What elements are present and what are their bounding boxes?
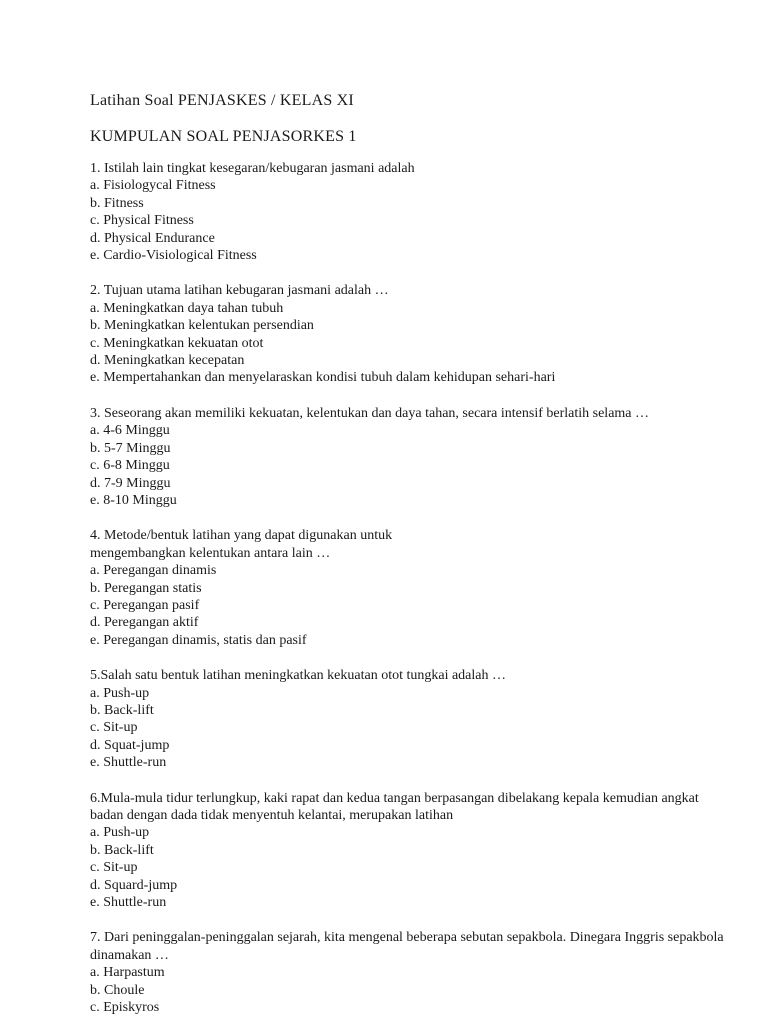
document-title: Latihan Soal PENJASKES / KELAS XI (90, 92, 354, 109)
option-d: d. Physical Endurance (90, 230, 215, 246)
question-1 (90, 160, 730, 264)
option-c: c. Sit-up (90, 720, 138, 736)
option-b: b. Peregangan statis (90, 580, 202, 596)
option-d: d. Squat-jump (90, 737, 170, 753)
option-a: a. Harpastum (90, 965, 165, 981)
question-text: 7. Dari peninggalan-peninggalan sejarah, kita mengenal beberapa sebutan sepakbola. Dinegara Inggris sepakbola dinamakan … (90, 930, 724, 963)
question-text: 2. Tujuan utama latihan kebugaran jasmani adalah … (90, 283, 389, 299)
question-text: 5.Salah satu bentuk latihan meningkatkan kekuatan otot tungkai adalah … (90, 668, 507, 684)
option-c: c. Physical Fitness (90, 213, 194, 229)
option-a: a. Push-up (90, 685, 150, 701)
question-4 (90, 527, 730, 649)
option-d: d. Meningkatkan kecepatan (90, 353, 245, 369)
option-b: b. Choule (90, 982, 145, 998)
question-3 (90, 405, 730, 509)
option-a: a. Fisiologycal Fitness (90, 178, 216, 194)
question-7 (90, 929, 730, 1016)
option-e: e. Shuttle-run (90, 755, 167, 771)
option-e: e. 8-10 Minggu (90, 492, 177, 508)
option-a: a. Peregangan dinamis (90, 563, 217, 579)
section-title: KUMPULAN SOAL PENJASORKES 1 (90, 128, 357, 145)
option-b: b. Meningkatkan kelentukan persendian (90, 318, 314, 334)
question-text: 4. Metode/bentuk latihan yang dapat digunakan untuk mengembangkan kelentukan antara lain … (90, 528, 393, 561)
option-d: d. 7-9 Minggu (90, 475, 171, 491)
option-d: d. Peregangan aktif (90, 615, 199, 631)
option-b: b. Back-lift (90, 842, 154, 858)
option-a: a. Meningkatkan daya tahan tubuh (90, 300, 284, 316)
option-e: e. Cardio-Visiological Fitness (90, 248, 257, 264)
option-e: e. Mempertahankan dan menyelaraskan kondisi tubuh dalam kehidupan sehari-hari (90, 370, 556, 386)
question-6 (90, 790, 730, 912)
option-c: c. 6-8 Minggu (90, 458, 170, 474)
question-text: 1. Istilah lain tingkat kesegaran/kebugaran jasmani adalah (90, 161, 415, 176)
option-e: e. Peregangan dinamis, statis dan pasif (90, 632, 307, 648)
option-e: e. Shuttle-run (90, 895, 167, 911)
option-b: b. Back-lift (90, 702, 154, 718)
question-text: 6.Mula-mula tidur terlungkup, kaki rapat dan kedua tangan berpasangan dibelakang kepala kemudian angkat badan dengan dada tidak menyentuh kelantai, merupakan latihan (90, 790, 699, 823)
option-c: c. Sit-up (90, 860, 138, 876)
document-page (90, 90, 730, 1034)
option-b: b. 5-7 Minggu (90, 440, 171, 456)
option-b: b. Fitness (90, 195, 144, 211)
option-c: c. Meningkatkan kekuatan otot (90, 335, 264, 351)
option-d: d. Squard-jump (90, 877, 178, 893)
question-text: 3. Seseorang akan memiliki kekuatan, kelentukan dan daya tahan, secara intensif berlatih selama … (90, 405, 650, 421)
option-c: c. Episkyros (90, 1000, 160, 1016)
option-c: c. Peregangan pasif (90, 597, 200, 613)
question-2 (90, 282, 730, 386)
option-a: a. 4-6 Minggu (90, 423, 170, 439)
option-a: a. Push-up (90, 825, 150, 841)
question-5 (90, 667, 730, 771)
